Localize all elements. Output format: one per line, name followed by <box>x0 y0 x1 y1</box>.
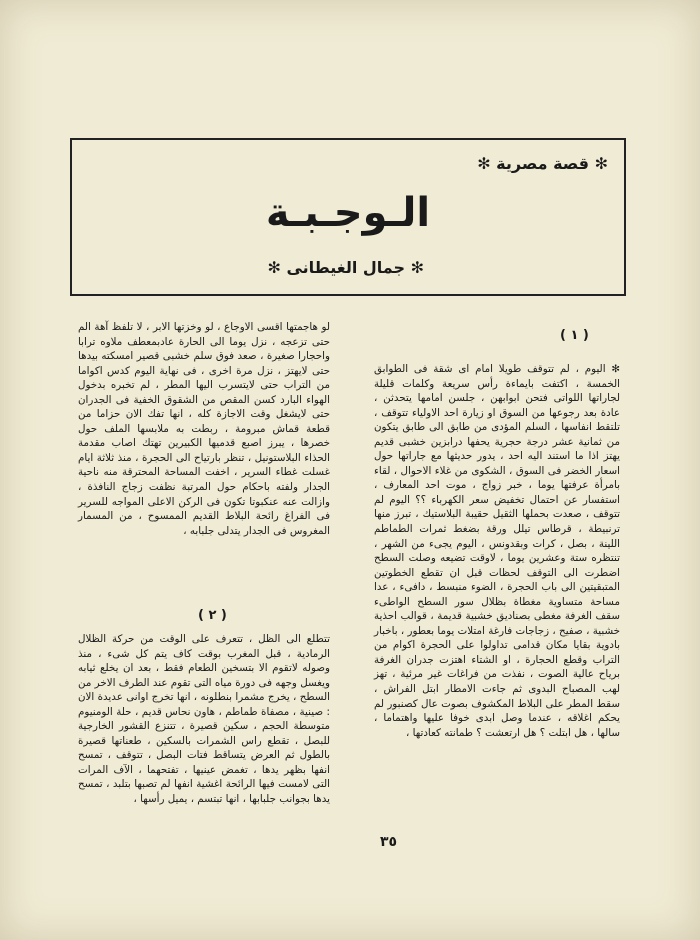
series-label: ✻ قصة مصرية ✻ <box>477 154 608 173</box>
section-number-one: ( ١ ) <box>560 328 589 343</box>
page-number: ٣٥ <box>380 834 398 850</box>
paragraph: ✻ اليوم ، لم تتوقف طويلا امام اى شقة فى الطوابق الخمسة ، اكتفت بايماءة رأس سريعة وكلمات قليلة لجاراتها اللواتى فتحن ابوابهن ، جلسن امامها يتحدثن ، عادة بعد رجوعها من السوق او زيارة احد الاولياء تتوقف ، تلتقط انفاسها ، السلم المؤدى من طابق الى طابق يتكون من ثمانية عشر درجة حجرية يحفها درابزين خشبى قديم يهتز اذا ما استند اليه احد ، يدور حديثها مع جاراتها حول اسعار الخضر فى السوق ، الشكوى من غلاء الاحوال ، لقاء بامرأة عرفتها يوما ، خبر زواج ، موت احد المعارف ، استفسار عن احتمال تخفيض سعر الكهرباء ؟؟ اليوم لم تتوقف ، صعدت بحملها الثقيل حقيبة البلاستيك ، تبرز منها ترنبيطة ، قرطاس تيلل ورقة بضغط ثمرات الطماطم اللينة ، بصل ، كرات وبقدونس ، اليوم يجىء من الشهر ، تنتظره ستة وعشرين يوما ، لاوقت تضيعه وصلت السطح اضطرت الى التوقف لحظات قبل ان تقطع الخطوتين المتبقيتين الى باب الحجرة ، الضوء منبسط ، دافىء ، عدا مساحة متساوية مغطاة بظلال سور السطح الواطىء سقف الغرفة مغطى بصناديق خشبية قديمة ، قوالب احذية خشبية ، صفيح ، زجاجات فارغة امتلات يوما بعطور ، باخبار بادوية بقايا مكان قدامى تداولوا على الحجرة اكوام من التراب وقطع الحجارة ، او الشتاء اهتزت جدران الغرفة برياح عالية الصوت ، نفذت من فراغات غير مرئية ، تهز لهب المصباح البدوى ثم جاءت الامطار ابتل الفراش ، سقط المطر على البلاط المكشوف بصوت عال كصنبور لم يحكم اغلاقه ، عندما وصل ابدى خوفا عليها واهتماما ، سالها ، هل ابتلت ؟ هل ارتعشت ؟ طمانته كعادتها ، <box>374 363 620 739</box>
left-column-lower <box>78 632 330 807</box>
left-column <box>78 320 330 538</box>
section-number-two: ( ٢ ) <box>198 608 227 623</box>
title-box <box>70 138 626 296</box>
right-column <box>374 362 620 740</box>
paragraph: لو هاجمتها اقسى الاوجاع ، لو وخزتها الابر ، لا تلفظ آهة الم حتى تزعجه ، نزل يوما الى الحارة عادبمعطف ملاوه ترابا واحجارا صغيرة ، صعد فوق سلم خشبى قصير امسكته بيدها حتى لايهتز ، نزل مرة اخرى ، فى نهاية اليوم كدس اكواما من التراب حتى لايتسرب اليها المطر ، لم تخبره بدخول الهواء البارد كسن المقص من الشقوق الخفية فى الجدران حتى لايشغل وقت الاجازة كله ، انها تفك الان حزاما من قطعة قماش مبرومة ، ربطت به ملابسها الملف حول خصرها ، يبرز اصبع قدميها الكبيرين تهتك اصاب مقدمة الحذاء البلاستونيل ، تنظر بارتياح الى الحجرة ، منذ ثلاثة ايام غسلت غطاء السرير ، اخفت المساحة المحترقة منه ناحية الجدار ولفته باحكام حول المرتبة نظفت زجاج النافذة ، وازالت عنه عنكبوتا تكون فى الركن الاعلى المواجه للسرير فى الفراغ رائحة البلاط القديم الممسوح ، من المسمار المغروس فى الجدار يتدلى جلبابه ، <box>78 321 330 537</box>
paragraph: تتطلع الى الظل ، تتعرف على الوقت من حركة الظلال الرمادية ، قبل المغرب بوقت كاف يتم كل شىء ، منذ وصوله لاتقوم الا بتسخين الطعام فقط ، بعد ان يخلع ثيابه ويغسل وجهه فى دورة مياه التى تقوم عند الطرف الاخر من السطح ، يخرج مشمرا بنطلونه ، انها تخرج اوانى عديدة الان : صينية ، مصفاة طماطم ، هاون نحاس قديم ، حلة الومنيوم متوسطة الحجم ، سكين قصيرة ، تتنزع القشور الخارجية للبصل ، تقطع راس الشمرات بالسكين ، طعناتها قصيرة بالطول ثم العرض يتساقط فتات البصل ، تتوقف ، تمسح انفها بظهر يدها ، تغمض عينيها ، تفتحهما ، الآف المرات التى لامست فيها الرائحة اغشية انفها لم تصبها بتلبد ، تمسح يدها بجوانب جلبابها ، انها تبتسم ، يميل رأسها ، <box>78 633 330 806</box>
story-title: الـوجـبـة <box>265 190 431 236</box>
author-name: ✻ جمال الغيطانى ✻ <box>267 258 424 277</box>
